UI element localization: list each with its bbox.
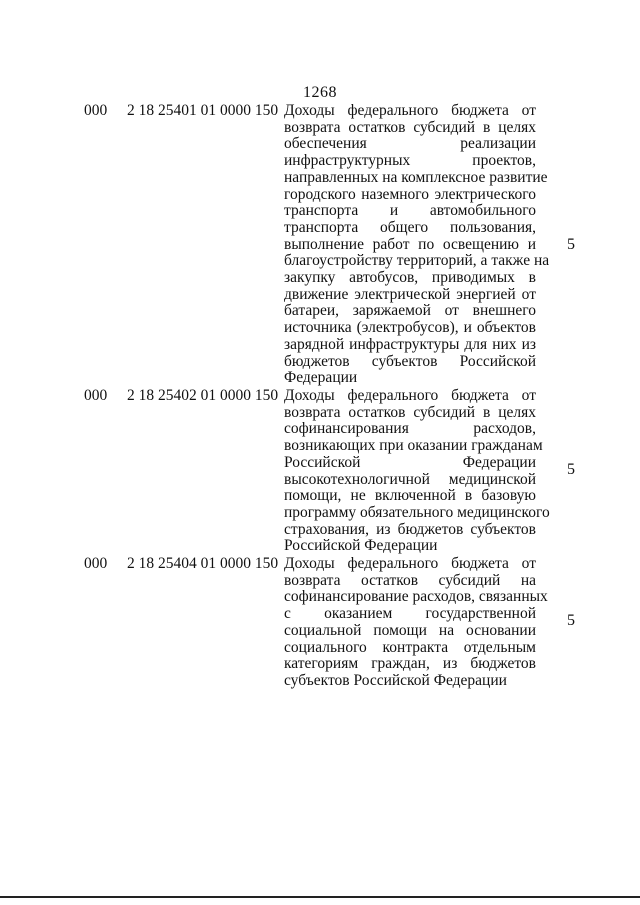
budget-classification-code: 2 18 25401 01 0000 150 [127,102,279,119]
description-line: инфраструктурных проектов, [284,152,536,170]
description-line: движение электрической энергией от [284,285,536,303]
budget-classification-code: 2 18 25404 01 0000 150 [127,555,279,572]
description-line: транспорта и автомобильного [284,202,536,220]
admin-code: 000 [84,387,108,404]
amount-value: 5 [567,612,575,629]
amount-value: 5 [567,236,575,253]
description-line: возникающих при оказании гражданам [284,437,543,455]
description-line: возврата остатков субсидий в целях [284,403,536,421]
description-line: возврата остатков субсидий в целях [284,118,536,136]
budget-classification-code: 2 18 25402 01 0000 150 [127,387,279,404]
description-line: источника (электробусов), и объектов [284,319,536,337]
description-line: направленных на комплексное развитие [284,168,548,186]
revenue-description [284,387,550,555]
description-line: бюджетов субъектов Российской [284,352,536,370]
description-line: Доходы федерального бюджета от [284,555,536,572]
description-line: Российской Федерации [284,453,536,471]
description-line: софинансирование расходов, связанных [284,588,548,606]
description-line: Федерации [284,369,358,387]
description-line: Доходы федерального бюджета от [284,387,536,404]
description-line: закупку автобусов, приводимых в [284,269,536,287]
description-line: социальной помощи на основании [284,621,536,639]
admin-code: 000 [84,555,108,572]
description-line: с оказанием государственной [284,605,536,623]
page-number: 1268 [303,84,337,101]
revenue-description [284,555,548,690]
description-line: Доходы федерального бюджета от [284,102,536,119]
description-line: выполнение работ по освещению и [284,235,536,253]
description-line: обеспечения реализации [284,135,536,153]
description-line: благоустройству территорий, а также на [284,252,550,270]
description-line: категориям граждан, из бюджетов [284,655,536,673]
description-line: страхования, из бюджетов субъектов [284,520,536,538]
description-line: батареи, заряжаемой от внешнего [284,302,536,320]
description-line: транспорта общего пользования, [284,218,536,236]
description-line: субъектов Российской Федерации [284,671,507,689]
revenue-description [284,102,550,387]
description-line: зарядной инфраструктуры для них из [284,335,536,353]
description-line: городского наземного электрического [284,185,536,203]
description-line: возврата остатков субсидий на [284,571,536,589]
description-line: социального контракта отдельным [284,638,536,656]
amount-value: 5 [567,461,575,478]
description-line: помощи, не включенной в базовую [284,487,536,505]
scan-bottom-edge [0,896,640,898]
description-line: Российской Федерации [284,537,438,555]
description-line: софинансирования расходов, [284,420,536,438]
description-line: программу обязательного медицинского [284,503,550,521]
admin-code: 000 [84,102,108,119]
description-line: высокотехнологичной медицинской [284,470,536,488]
